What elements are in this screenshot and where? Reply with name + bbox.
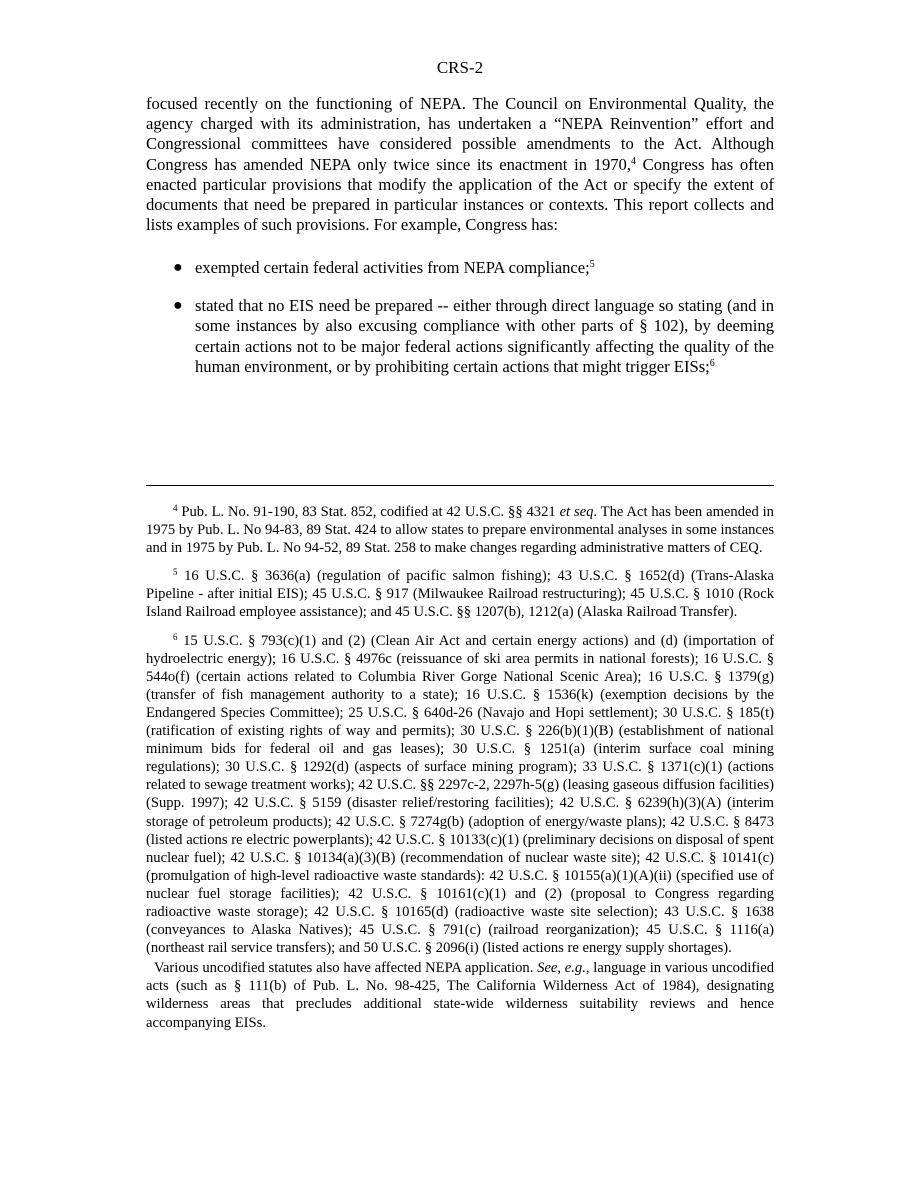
- footnote-text: . The Act has been amended in 1975 by Pub. L. No 94-83, 89 Stat. 424 to allow states to prepare environmental analyses in some instances and in 1975 by Pub. L. No 94-52, 89 Stat. 258 to make changes regarding administrative matters of CEQ.: [146, 504, 774, 557]
- footnote-italic: et seq: [559, 504, 594, 520]
- footnote-text: 16 U.S.C. § 3636(a) (regulation of pacific salmon fishing); 43 U.S.C. § 1652(d) (Trans-Alaska Pipeline - after initial EIS); 45 U.S.C. § 917 (Milwaukee Railroad restructuring); 45 U.S.C. § 1010 (Rock Island Railroad employee assistance); and 45 U.S.C. §§ 1207(b), 1212(a) (Alaska Railroad Transfer).: [146, 568, 774, 621]
- body-paragraph: [146, 94, 774, 235]
- footnote-6: [146, 632, 774, 958]
- footnote-text: , language in various uncodified acts (such as § 111(b) of Pub. L. No. 98-425, The California Wilderness Act of 1984), designating wilderness areas that precludes additional state-wide wilderness suitability reviews and hence accompanying EISs.: [146, 960, 775, 1031]
- footnote-6-continuation: [146, 959, 774, 1031]
- footnote-number: 5: [173, 567, 178, 578]
- bullet-text: exempted certain federal activities from NEPA compliance;: [195, 258, 590, 277]
- footnote-text: Various uncodified statutes also have affected NEPA application.: [154, 960, 538, 977]
- footnote-ref-4[interactable]: 4: [631, 155, 636, 167]
- footnote-number: 4: [173, 503, 178, 513]
- bullet-text: stated that no EIS need be prepared -- either through direct language so stating (and in some instances by also excusing compliance with other parts of § 102), by deeming certain actions not to be major federal actions significantly affecting the quality of the human environment, or by prohibiting certain actions that might trigger EISs;: [195, 296, 774, 376]
- footnote-ref-5[interactable]: 5: [589, 259, 595, 270]
- footnote-divider: [146, 485, 774, 486]
- footnote-italic: See, e.g.: [537, 960, 586, 977]
- footnote-5: [146, 567, 774, 621]
- page-header: CRS-2: [436, 58, 484, 77]
- bullet-dot-icon: ●: [173, 259, 183, 276]
- bullet-list: [146, 258, 774, 395]
- footnotes-section: [146, 503, 774, 1032]
- footnote-ref-6[interactable]: 6: [709, 357, 715, 369]
- footnote-text: Pub. L. No. 91-190, 83 Stat. 852, codified at 42 U.S.C. §§ 4321: [177, 504, 560, 520]
- footnote-text: 15 U.S.C. § 793(c)(1) and (2) (Clean Air Act and certain energy actions) and (d) (importation of hydroelectric energy); 16 U.S.C. § 4976c (reissuance of ski area permits in national forests); 16 U.S.C. § 544o(f) (certain actions related to Columbia River Gorge National Scenic Area); 16 U.S.C. § 1379(g) (transfer of fish management authority to a state); 16 U.S.C. § 1536(k) (exemption decisions by the Endangered Species Committee); 25 U.S.C. § 640d-26 (Navajo and Hopi settlement); 30 U.S.C. § 185(t) (ratification of existing rights of way and permits); 30 U.S.C. § 226(b)(1)(B) (establishment of national minimum bids for federal oil and gas leases); 30 U.S.C. § 1251(a) (interim surface coal mining regulations); 30 U.S.C. § 1292(d) (aspects of surface mining program); 33 U.S.C. § 1371(c)(1) (actions related to sewage treatment works); 42 U.S.C. §§ 2297c-2, 2297h-5(g) (leasing gaseous diffusion facilities)(Supp. 1997); 42 U.S.C. § 5159 (disaster relief/restoring facilities); 42 U.S.C. § 6239(h)(3)(A) (interim storage of petroleum products); 42 U.S.C. § 7274g(b) (adoption of energy/waste plans); 42 U.S.C. § 8473 (listed actions re electric powerplants); 42 U.S.C. § 10133(c)(1) (preliminary decisions on disposal of spent nuclear fuel); 42 U.S.C. § 10134(a)(3)(B) (recommendation of nuclear waste site); 42 U.S.C. § 10141(c) (promulgation of high-level radioactive waste standards): 42 U.S.C. § 10155(a)(1)(A)(ii) (specified use of nuclear fuel storage facilities); 42 U.S.C. § 10161(c)(1) and (2) (proposal to Congress regarding radioactive waste storage); 42 U.S.C. § 10165(d) (radioactive waste site selection); 43 U.S.C. § 1638 (conveyances to Alaska Natives); 45 U.S.C. § 791(c) (railroad reorganization); 45 U.S.C. § 1116(a) (northeast rail service transfers); and 50 U.S.C. § 2096(i) (listed actions re energy supply shortages).: [146, 632, 774, 957]
- body-text-part-b: Congress has often enacted particular provisions that modify the application of the Act or specify the extent of documents that need be prepared in particular instances or contexts. This report collects and lists examples of such provisions. For example, Congress has:: [146, 154, 774, 235]
- footnote-number: 6: [173, 631, 178, 642]
- bullet-item-no-eis: [146, 296, 774, 377]
- bullet-dot-icon: ●: [173, 297, 183, 315]
- bullet-item-exempted: [146, 258, 774, 278]
- footnote-4: [146, 503, 774, 557]
- body-text-part-a: focused recently on the functioning of NEPA. The Council on Environmental Quality, the agency charged with its administration, has undertaken a “NEPA Reinvention” effort and Congressional committees have considered possible amendments to the Act. Although Congress has amended NEPA only twice since its enactment in 1970,: [146, 94, 774, 174]
